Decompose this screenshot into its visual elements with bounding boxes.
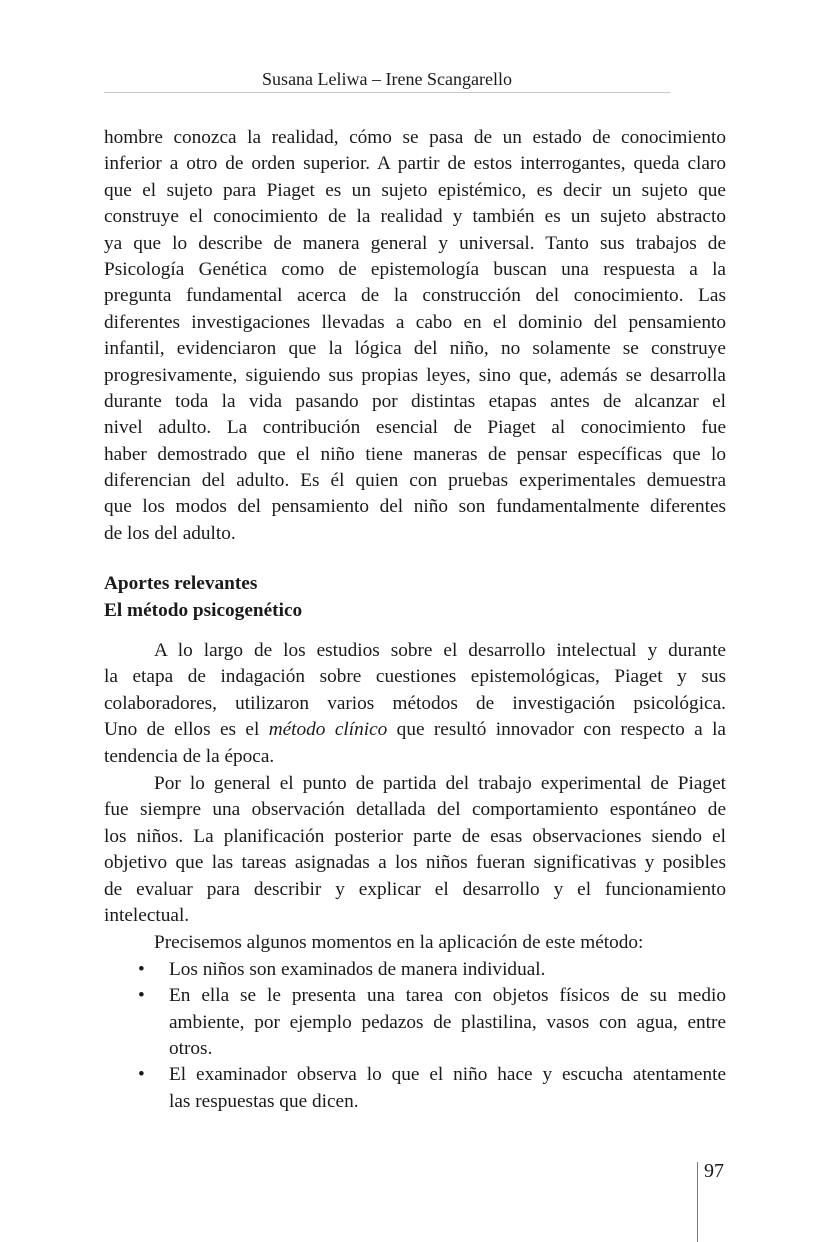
text-line: hombre conozca la realidad, cómo se pasa de un estado de conocimiento bbox=[104, 127, 726, 148]
bullet-list-item bbox=[104, 1062, 726, 1115]
text-line: fue siempre una observación detallada del comportamiento espontáneo de bbox=[104, 799, 726, 821]
text-line: El examinador observa lo que el niño hace y escucha atentamente bbox=[169, 1064, 726, 1086]
text-line: la etapa de indagación sobre cuestiones epistemológicas, Piaget y sus bbox=[104, 666, 726, 688]
text-line: diferentes investigaciones llevadas a cabo en el dominio del pensamiento bbox=[104, 311, 726, 333]
text-line: colaboradores, utilizaron varios métodos de investigación psicológica. bbox=[104, 692, 726, 714]
text-line: que el sujeto para Piaget es un sujeto epistémico, es decir un sujeto que bbox=[104, 179, 726, 201]
text-line: A lo largo de los estudios sobre el desarrollo intelectual y durante bbox=[154, 640, 726, 662]
spacer bbox=[104, 624, 726, 638]
page-number: 97 bbox=[704, 1160, 724, 1182]
text-line: Los niños son examinados de manera individual. bbox=[169, 958, 546, 980]
text-line: En ella se le presenta una tarea con objetos físicos de su medio bbox=[169, 985, 726, 1007]
page-body bbox=[104, 125, 726, 1115]
text-span: Uno de ellos es el bbox=[104, 719, 269, 741]
text-line: de los del adulto. bbox=[104, 522, 236, 544]
text-line bbox=[104, 717, 726, 743]
bullet-icon: • bbox=[138, 1064, 145, 1086]
text-line: nivel adulto. La contribución esencial de Piaget al conocimiento fue bbox=[104, 417, 726, 439]
text-line: intelectual. bbox=[104, 904, 190, 926]
text-span: que resultó innovador con respecto a la bbox=[387, 719, 726, 741]
text-line: inferior a otro de orden superior. A partir de estos interrogantes, queda claro bbox=[104, 153, 726, 175]
text-line: que los modos del pensamiento del niño son fundamentalmente diferentes bbox=[104, 496, 726, 518]
text-line: Psicología Genética como de epistemología buscan una respuesta a la bbox=[104, 258, 726, 280]
text-line: de evaluar para describir y explicar el desarrollo y el funcionamiento bbox=[104, 878, 726, 900]
emphasized-text: método clínico bbox=[268, 719, 388, 741]
paragraph bbox=[104, 125, 726, 547]
spacer bbox=[104, 547, 726, 571]
text-line: Precisemos algunos momentos en la aplicación de este método: bbox=[154, 932, 644, 954]
bullet-list-item bbox=[104, 957, 726, 983]
text-line: ya que lo describe de manera general y universal. Tanto sus trabajos de bbox=[104, 232, 726, 254]
text-line: infantil, evidenciaron que la lógica del niño, no solamente se construye bbox=[104, 338, 726, 360]
text-line: progresivamente, siguiendo sus propias leyes, sino que, además se desarrolla bbox=[104, 364, 726, 386]
bullet-icon: • bbox=[138, 958, 145, 980]
text-line: los niños. La planificación posterior parte de esas observaciones siendo el bbox=[104, 825, 726, 847]
text-line: otros. bbox=[169, 1037, 213, 1059]
section-heading: Aportes relevantes bbox=[104, 573, 258, 595]
section-heading: El método psicogenético bbox=[104, 599, 303, 621]
text-line: objetivo que las tareas asignadas a los niños fueran significativas y posibles bbox=[104, 852, 726, 874]
text-line: pregunta fundamental acerca de la construcción del conocimiento. Las bbox=[104, 285, 726, 307]
header-divider bbox=[104, 92, 670, 93]
text-line: ambiente, por ejemplo pedazos de plastilina, vasos con agua, entre bbox=[169, 1011, 726, 1033]
paragraph bbox=[104, 930, 726, 956]
page-number-divider bbox=[697, 1162, 698, 1242]
text-line: haber demostrado que el niño tiene maneras de pensar específicas que lo bbox=[104, 443, 726, 465]
text-line: diferencian del adulto. Es él quien con pruebas experimentales demuestra bbox=[104, 470, 726, 492]
text-line: Por lo general el punto de partida del trabajo experimental de Piaget bbox=[154, 772, 726, 794]
bullet-icon: • bbox=[138, 985, 145, 1007]
text-line: tendencia de la época. bbox=[104, 745, 275, 767]
text-line: las respuestas que dicen. bbox=[169, 1090, 359, 1112]
text-line: construye el conocimiento de la realidad y también es un sujeto abstracto bbox=[104, 206, 726, 228]
paragraph bbox=[104, 771, 726, 929]
bullet-list-item bbox=[104, 983, 726, 1062]
text-line: durante toda la vida pasando por distintas etapas antes de alcanzar el bbox=[104, 390, 726, 412]
paragraph bbox=[104, 638, 726, 770]
running-header: Susana Leliwa – Irene Scangarello bbox=[262, 69, 512, 89]
